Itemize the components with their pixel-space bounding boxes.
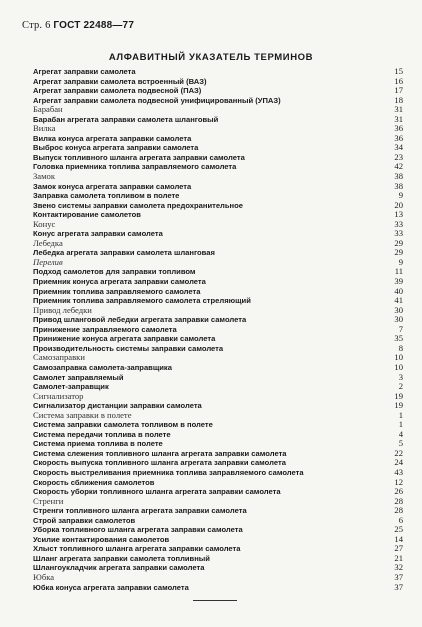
index-entry-term: Контактирование самолетов (33, 210, 141, 220)
index-entry-term: Принижение конуса агрегата заправки самолета (33, 334, 216, 344)
index-entry-term: Барабан агрегата заправки самолета шланговый (33, 114, 219, 124)
index-entry (33, 248, 405, 258)
index-entry (33, 373, 405, 383)
index-entry-page: 30 (394, 314, 403, 325)
index-entry-page: 17 (394, 85, 403, 96)
index-entry (33, 411, 405, 421)
index-entry-page: 15 (394, 66, 403, 76)
index-entry-term: Стренги (33, 495, 64, 506)
index-entry (33, 563, 405, 573)
index-entry-page: 26 (394, 486, 403, 497)
index-entry-term: Агрегат заправки самолета (33, 67, 136, 76)
index-entry (33, 229, 405, 239)
index-entry-term: Приемник конуса агрегата заправки самолета (33, 277, 206, 287)
index-entry-term: Строй заправки самолетов (33, 515, 136, 525)
index-entry-page: 10 (394, 352, 403, 363)
index-entry-term: Барабан (33, 104, 63, 115)
index-entry-page: 11 (394, 266, 403, 277)
index-entry (33, 430, 405, 440)
index-entry-page: 43 (394, 466, 403, 477)
index-entry-page: 41 (394, 295, 403, 306)
index-entry-term: Сигнализатор дистанции заправки самолета (33, 401, 202, 411)
index-entry (33, 153, 405, 163)
index-entry-page: 20 (394, 199, 403, 210)
index-entry-page: 18 (394, 94, 403, 105)
index-entry-term: Привод лебедки (33, 304, 92, 315)
index-entry (33, 162, 405, 172)
index-entry-page: 33 (394, 218, 403, 229)
index-entry-page: 2 (398, 381, 403, 392)
index-entry (33, 258, 405, 268)
index-entry-term: Агрегат заправки самолета встроенный (ВАЗ) (33, 76, 207, 86)
index-entry-term: Система заправки самолета топливом в полете (33, 420, 213, 430)
index-entry-term: Самозаправки (33, 352, 85, 363)
standard-designation: ГОСТ 22488—77 (53, 20, 135, 31)
index-entry (33, 458, 405, 468)
index-entry-term: Скорость выпуска топливного шланга агрегата заправки самолета (33, 458, 286, 468)
index-entry-term: Юбка конуса агрегата заправки самолета (33, 582, 189, 592)
index-entry-term: Скорость сближения самолетов (33, 477, 155, 487)
index-entry-page: 1 (398, 409, 403, 420)
index-entry-term: Конус агрегата заправки самолета (33, 229, 163, 239)
index-entry (33, 497, 405, 507)
index-entry-page: 29 (394, 247, 403, 258)
index-entry (33, 334, 405, 344)
index-entry-page: 8 (398, 342, 403, 353)
index-entry-page: 33 (394, 228, 403, 239)
index-entry (33, 487, 405, 497)
index-entry-page: 16 (394, 75, 403, 86)
index-entry-page: 27 (394, 543, 403, 554)
index-entry-term: Самолет-заправщик (33, 382, 109, 392)
index-entry-term: Конус (33, 218, 56, 229)
index-entry-page: 39 (394, 276, 403, 287)
index-entry-page: 42 (394, 161, 403, 172)
index-entry-page: 22 (394, 447, 403, 458)
index-entry-term: Юбка (33, 571, 55, 582)
index-entry (33, 210, 405, 220)
index-entry-page: 24 (394, 457, 403, 468)
index-entry-term: Перелив (33, 256, 63, 267)
index-entry (33, 478, 405, 488)
index-entry (33, 554, 405, 564)
index-entry-term: Скорость уборки топливного шланга агрегата заправки самолета (33, 487, 281, 497)
index-entry-term: Принижение заправляемого самолета (33, 324, 177, 334)
index-entry (33, 172, 405, 182)
index-entry (33, 516, 405, 526)
index-entry (33, 382, 405, 392)
index-entry-term: Стренги топливного шланга агрегата заправки самолета (33, 506, 247, 516)
index-entry (33, 134, 405, 144)
index-entry-term: Агрегат заправки самолета подвесной (ПАЗ) (33, 86, 202, 96)
index-entry-term: Заправка самолета топливом в полете (33, 191, 180, 201)
index-entry-term: Производительность системы заправки самолета (33, 343, 224, 353)
index-entry-term: Лебедка (33, 237, 63, 248)
index-entry-term: Выброс конуса агрегата заправки самолета (33, 143, 199, 153)
index-entry-page: 30 (394, 304, 403, 315)
index-entry-page: 35 (394, 333, 403, 344)
index-entry-term: Звено системы заправки самолета предохранительное (33, 200, 243, 210)
index-entry-page: 9 (398, 256, 403, 267)
index-entry (33, 315, 405, 325)
index-entry (33, 105, 405, 115)
index-entry (33, 573, 405, 583)
index-entry-term: Хлыст топливного шланга агрегата заправки самолета (33, 544, 241, 554)
index-entry-page: 37 (394, 581, 403, 592)
index-entry-term: Скорость выстреливания приемника топлива заправляемого самолета (33, 467, 304, 477)
index-entry (33, 86, 405, 96)
index-entry (33, 239, 405, 249)
index-entry-page: 23 (394, 151, 403, 162)
index-entry (33, 201, 405, 211)
index-entry-term: Агрегат заправки самолета подвесной унифицированный (УПАЗ) (33, 95, 281, 105)
index-entry (33, 468, 405, 478)
index-entry-page: 6 (398, 514, 403, 525)
index-entry (33, 287, 405, 297)
index-entry-page: 32 (394, 562, 403, 573)
index-entry-page: 36 (394, 123, 403, 134)
footer-rule (193, 600, 237, 601)
index-entry (33, 525, 405, 535)
index-entry-term: Самолет заправляемый (33, 372, 124, 382)
index-entry-page: 19 (394, 400, 403, 411)
index-entry (33, 439, 405, 449)
index-entry (33, 506, 405, 516)
index-entry (33, 277, 405, 287)
index-entry-term: Замок конуса агрегата заправки самолета (33, 181, 192, 191)
index-entry (33, 353, 405, 363)
index-entry-term: Шланг агрегата заправки самолета топливный (33, 553, 210, 563)
page-number-label: Стр. 6 (22, 20, 51, 31)
index-entry-page: 1 (398, 419, 403, 430)
index-entry-page: 37 (394, 571, 403, 582)
index-entry (33, 449, 405, 459)
index-entry-term: Самозаправка самолета-заправщика (33, 362, 172, 372)
index-entry-term: Уборка топливного шланга агрегата заправки самолета (33, 525, 243, 535)
index-entry-page: 10 (394, 361, 403, 372)
index-entry (33, 344, 405, 354)
index-entry (33, 306, 405, 316)
index-entry-page: 34 (394, 142, 403, 153)
index-entry-term: Приемник топлива заправляемого самолета стреляющий (33, 296, 251, 306)
index-entry (33, 420, 405, 430)
index-title: АЛФАВИТНЫЙ УКАЗАТЕЛЬ ТЕРМИНОВ (108, 52, 314, 63)
index-entry-term: Привод шланговой лебедки агрегата заправки самолета (33, 315, 247, 325)
index-entry (33, 363, 405, 373)
index-entry-page: 19 (394, 390, 403, 401)
index-entry (33, 124, 405, 134)
index-entry-page: 38 (394, 171, 403, 182)
index-entry (33, 267, 405, 277)
index-entry-page: 38 (394, 180, 403, 191)
index-entry (33, 392, 405, 402)
index-entry-term: Лебедка агрегата заправки самолета шланговая (33, 248, 215, 258)
index-entry (33, 115, 405, 125)
index-entry-term: Система передачи топлива в полете (33, 429, 171, 439)
index-entry-page: 25 (394, 524, 403, 535)
index-entry (33, 143, 405, 153)
index-entry-page: 40 (394, 285, 403, 296)
index-entry-page: 31 (394, 113, 403, 124)
index-entry (33, 325, 405, 335)
index-entry (33, 191, 405, 201)
index-entry-term: Сигнализатор (33, 390, 84, 401)
index-entry-term: Подход самолетов для заправки топливом (33, 267, 196, 277)
index-entry-term: Система заправки в полете (33, 409, 132, 420)
index-entry-page: 28 (394, 495, 403, 506)
index-entry (33, 220, 405, 230)
index-entry-page: 4 (398, 428, 403, 439)
index-entry-term: Головка приемника топлива заправляемого самолета (33, 162, 237, 172)
index-entry-page: 28 (394, 505, 403, 516)
index-entry-page: 36 (394, 132, 403, 143)
index-entry-page: 9 (398, 190, 403, 201)
index-entry-page: 12 (394, 476, 403, 487)
index-entry-page: 7 (398, 323, 403, 334)
page-header (22, 20, 134, 31)
index-entry (33, 535, 405, 545)
index-entry-page: 5 (398, 438, 403, 449)
index-entry-page: 3 (398, 371, 403, 382)
index-entry-page: 13 (394, 209, 403, 220)
index-entry-term: Вилка конуса агрегата заправки самолета (33, 133, 192, 143)
index-entry-term: Шлангоукладчик агрегата заправки самолета (33, 563, 205, 573)
index-entry-term: Система слежения топливного шланга агрегата заправки самолета (33, 448, 287, 458)
index-entry-term: Выпуск топливного шланга агрегата заправки самолета (33, 152, 245, 162)
index-entry-page: 21 (394, 552, 403, 563)
index-entry-page: 31 (394, 104, 403, 115)
index-entry-page: 29 (394, 237, 403, 248)
index-entry-term: Система приема топлива в полете (33, 439, 163, 449)
index-entry (33, 67, 405, 77)
term-index-list (33, 67, 405, 592)
index-entry-term: Замок (33, 171, 56, 182)
index-entry (33, 544, 405, 554)
index-entry (33, 182, 405, 192)
index-entry (33, 77, 405, 87)
index-entry-term: Приемник топлива заправляемого самолета (33, 286, 201, 296)
index-entry-term: Вилка (33, 123, 56, 134)
index-entry (33, 583, 405, 593)
index-entry-page: 14 (394, 533, 403, 544)
index-entry (33, 96, 405, 106)
index-entry-term: Усилие контактирования самолетов (33, 534, 170, 544)
